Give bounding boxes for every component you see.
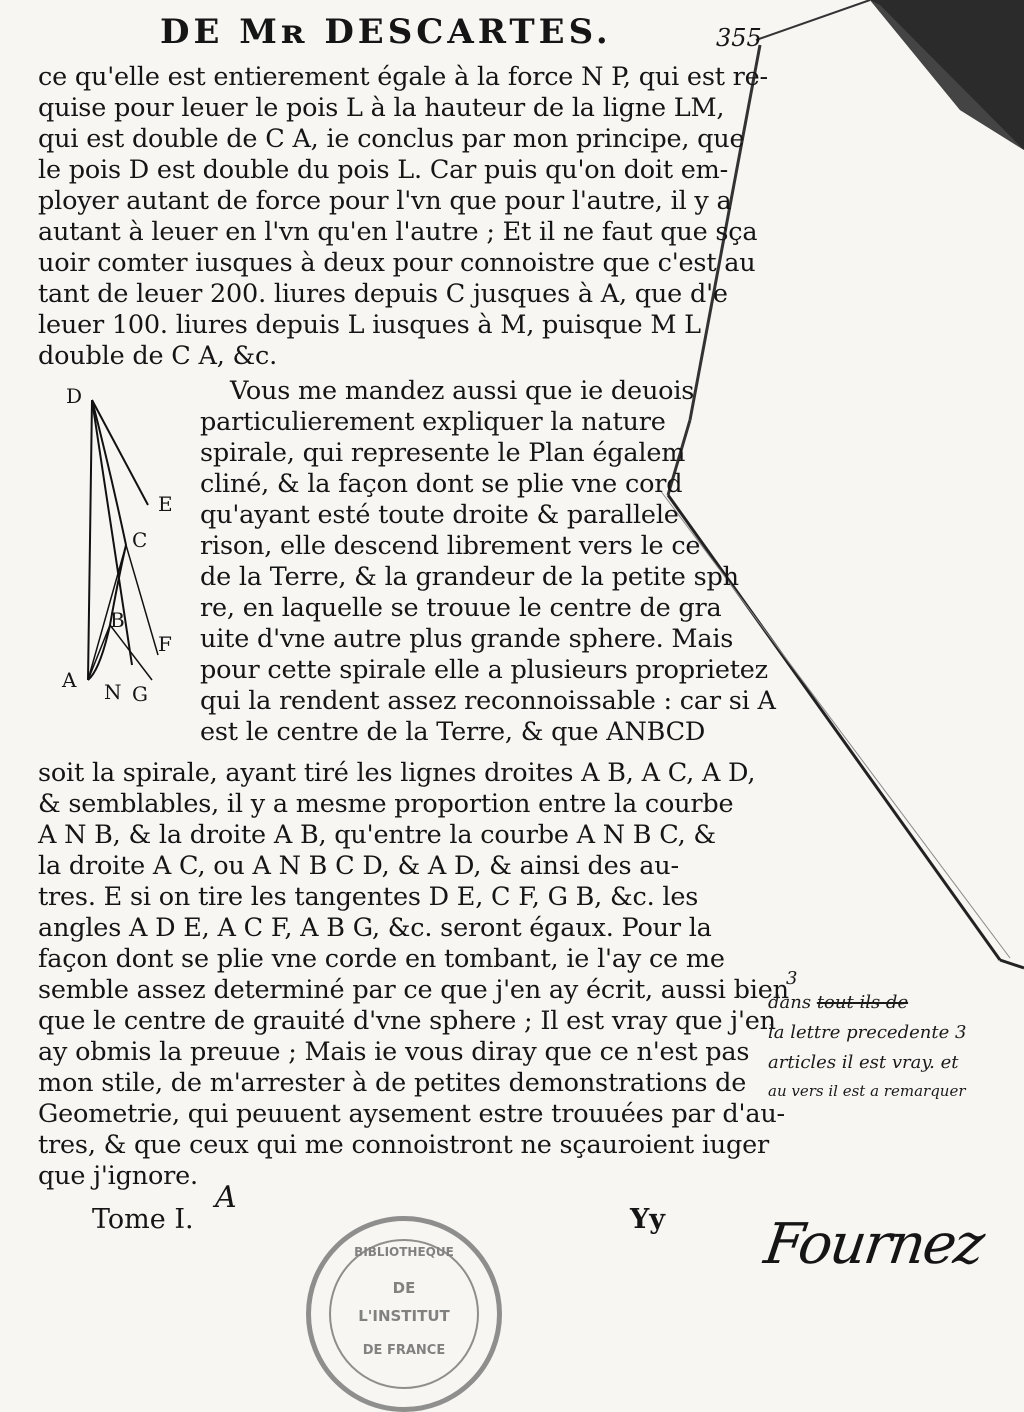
text-line: particulierement expliquer la nature xyxy=(200,407,666,437)
text-line: le pois D est double du pois L. Car puis qu'on doit em- xyxy=(38,155,729,185)
text-line: cliné, & la façon dont se plie vne cord xyxy=(200,469,683,499)
text-line: soit la spirale, ayant tiré les lignes droites A B, A C, A D, xyxy=(38,758,756,788)
text-line: que j'ignore. xyxy=(38,1161,198,1191)
text-line: qu'ayant esté toute droite & parallele xyxy=(200,500,679,530)
text-line: tant de leuer 200. liures depuis C jusques à A, que d'e xyxy=(38,279,728,309)
signature-mark: Yy xyxy=(630,1204,665,1235)
text-line: tres, & que ceux qui me connoistront ne sçauroient iuger xyxy=(38,1130,770,1160)
margin-note-line xyxy=(768,992,908,1013)
text-line: A N B, & la droite A B, qu'entre la courbe A N B C, & xyxy=(38,820,716,850)
text-line: rison, elle descend librement vers le ce xyxy=(200,531,701,561)
volume-label: Tome I. xyxy=(92,1204,194,1235)
margin-note-word: dans xyxy=(768,992,812,1013)
margin-note-line: articles il est vray. et xyxy=(768,1052,959,1073)
margin-note-line: la lettre precedente 3 xyxy=(768,1022,967,1043)
diagram-label-f: F xyxy=(158,632,172,656)
stamp-text: DE xyxy=(392,1279,416,1297)
page-number: 355 xyxy=(716,24,762,52)
text-line: semble assez determiné par ce que j'en ay écrit, aussi bien xyxy=(38,975,789,1005)
text-line: uoir comter iusques à deux pour connoistre que c'est au xyxy=(38,248,756,278)
text-line: spirale, qui represente le Plan égalem xyxy=(200,438,686,468)
diagram-label-c: C xyxy=(132,528,148,552)
diagram-label-a: A xyxy=(62,668,77,692)
text-line: Geometrie, qui peuuent aysement estre trouuées par d'au- xyxy=(38,1099,785,1129)
stamp-text: DE FRANCE xyxy=(362,1343,446,1358)
library-stamp xyxy=(306,1216,502,1412)
text-line: double de C A, &c. xyxy=(38,341,278,371)
diagram-label-n: N xyxy=(104,680,122,704)
handwritten-signature: Fournez xyxy=(760,1212,987,1277)
text-line: la droite A C, ou A N B C D, & A D, & ainsi des au- xyxy=(38,851,679,881)
margin-note-line: au vers il est a remarquer xyxy=(768,1082,966,1100)
text-line: Vous me mandez aussi que ie deuois xyxy=(230,376,695,406)
diagram-label-d: D xyxy=(66,384,83,408)
margin-note-number: 3 xyxy=(786,968,798,989)
stamp-text: L'INSTITUT xyxy=(358,1307,450,1325)
text-line: qui est double de C A, ie conclus par mon principe, que xyxy=(38,124,745,154)
text-line: de la Terre, & la grandeur de la petite sph xyxy=(200,562,739,592)
text-line: mon stile, de m'arrester à de petites demonstrations de xyxy=(38,1068,747,1098)
text-line: façon dont se plie vne corde en tombant, ie l'ay ce me xyxy=(38,944,725,974)
diagram-label-b: B xyxy=(110,608,125,632)
text-line: est le centre de la Terre, & que ANBCD xyxy=(200,717,706,747)
text-line: quise pour leuer le pois L à la hauteur de la ligne LM, xyxy=(38,93,725,123)
text-line: uite d'vne autre plus grande sphere. Mais xyxy=(200,624,734,654)
diagram-label-e: E xyxy=(158,492,173,516)
text-line: angles A D E, A C F, A B G, &c. seront égaux. Pour la xyxy=(38,913,712,943)
text-line: que le centre de grauité d'vne sphere ; Il est vray que j'en xyxy=(38,1006,776,1036)
text-line: leuer 100. liures depuis L iusques à M, puisque M L xyxy=(38,310,701,340)
text-line: qui la rendent assez reconnoissable : car si A xyxy=(200,686,776,716)
text-line: & semblables, il y a mesme proportion entre la courbe xyxy=(38,789,734,819)
text-line: pour cette spirale elle a plusieurs proprietez xyxy=(200,655,768,685)
running-header: DE Mʀ DESCARTES. xyxy=(160,12,612,52)
diagram-label-g: G xyxy=(132,682,148,706)
margin-note-struck: tout ils de xyxy=(816,992,909,1013)
text-line: re, en laquelle se trouue le centre de gra xyxy=(200,593,722,623)
text-line: autant à leuer en l'vn qu'en l'autre ; Et il ne faut que sça xyxy=(38,217,758,247)
text-line: ay obmis la preuue ; Mais ie vous diray que ce n'est pas xyxy=(38,1037,750,1067)
text-line: ployer autant de force pour l'vn que pour l'autre, il y a xyxy=(38,186,732,216)
handwritten-letter: A xyxy=(215,1180,237,1215)
text-line: tres. E si on tire les tangentes D E, C F, G B, &c. les xyxy=(38,882,699,912)
text-line: ce qu'elle est entierement égale à la force N P, qui est re- xyxy=(38,62,768,92)
stamp-text: BIBLIOTHEQUE xyxy=(354,1245,454,1259)
